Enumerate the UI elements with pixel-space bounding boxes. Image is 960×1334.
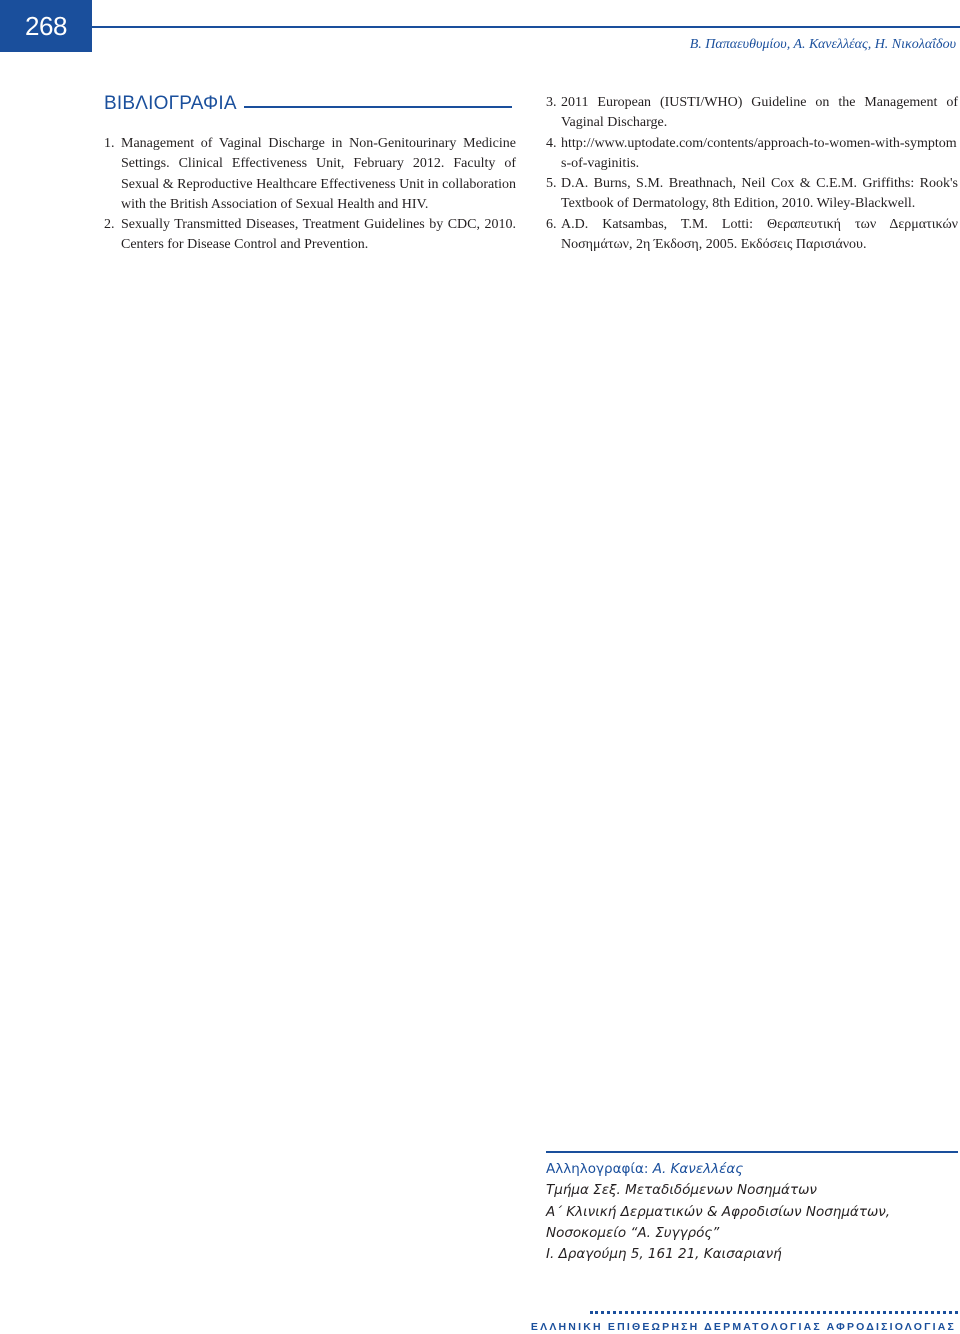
correspondence-clinic: Α΄ Κλινική Δερματικών & Αφροδισίων Νοσημάτων, <box>546 1203 891 1220</box>
reference-item <box>104 134 516 215</box>
reference-number: 2. <box>104 217 115 233</box>
reference-item <box>104 215 516 256</box>
section-title-rule <box>244 106 512 108</box>
reference-link-text: http://www.uptodate.com/contents/approach-to-women-with-symptoms-of-vaginitis. <box>561 135 957 171</box>
footer-dotted-rule <box>590 1311 958 1314</box>
reference-item <box>546 174 958 215</box>
running-head-authors: Β. Παπαευθυμίου, Α. Κανελλέας, Η. Νικολαΐδου <box>689 37 956 52</box>
header-rule <box>92 26 960 28</box>
references-left-column <box>104 134 516 256</box>
reference-text: Management of Vaginal Discharge in Non-Genitourinary Medicine Settings. Clinical Effectiveness Unit, February 2012. Faculty of Sexual & Reproductive Healthcare Effectiveness Unit in collaboration with the British Association of Sexual Health and HIV. <box>121 136 516 212</box>
reference-item <box>546 134 958 175</box>
section-title: ΒΙΒΛΙΟΓΡΑΦΙΑ <box>104 93 237 114</box>
reference-item <box>546 215 958 256</box>
reference-number: 1. <box>104 136 115 151</box>
page-number: 268 <box>0 0 92 52</box>
correspondence-hospital: Νοσοκομείο “Α. Συγγρός” <box>546 1224 720 1241</box>
journal-title: ΕΛΛΗΝΙΚΗ ΕΠΙΘΕΩΡΗΣΗ ΔΕΡΜΑΤΟΛΟΓΙΑΣ ΑΦΡΟΔΙΣΙΟΛΟΓΙΑΣ <box>530 1321 956 1333</box>
reference-text: Sexually Transmitted Diseases, Treatment Guidelines by CDC, 2010. Centers for Disease Control and Prevention. <box>121 217 516 253</box>
correspondence-name: Α. Κανελλέας <box>652 1161 744 1177</box>
correspondence-heading <box>546 1159 958 1180</box>
reference-text: A.D. Katsambas, T.M. Lotti: Θεραπευτική των Δερματικών Νοσημάτων, 2η Έκδοση, 2005. Εκδόσεις Παρισιάνου. <box>561 216 958 253</box>
reference-text: 2011 European (IUSTI/WHO) Guideline on the Management of Vaginal Discharge. <box>561 95 958 131</box>
reference-number: 4. <box>546 135 557 151</box>
correspondence-rule <box>546 1151 958 1153</box>
correspondence-label: Αλληλογραφία: <box>546 1161 649 1177</box>
reference-number: 5. <box>546 176 557 192</box>
reference-text: D.A. Burns, S.M. Breathnach, Neil Cox & C.E.M. Griffiths: Rook's Textbook of Dermatology, 8th Edition, 2010. Wiley-Blackwell. <box>561 176 958 212</box>
reference-number: 6. <box>546 216 557 232</box>
reference-item <box>546 93 958 134</box>
correspondence-address: Ι. Δραγούμη 5, 161 21, Καισαριανή <box>546 1246 782 1263</box>
references-right-column <box>546 93 958 255</box>
correspondence-block <box>546 1151 958 1265</box>
correspondence-department: Τμήμα Σεξ. Μεταδιδόμενων Νοσημάτων <box>546 1182 817 1199</box>
reference-number: 3. <box>546 95 557 110</box>
